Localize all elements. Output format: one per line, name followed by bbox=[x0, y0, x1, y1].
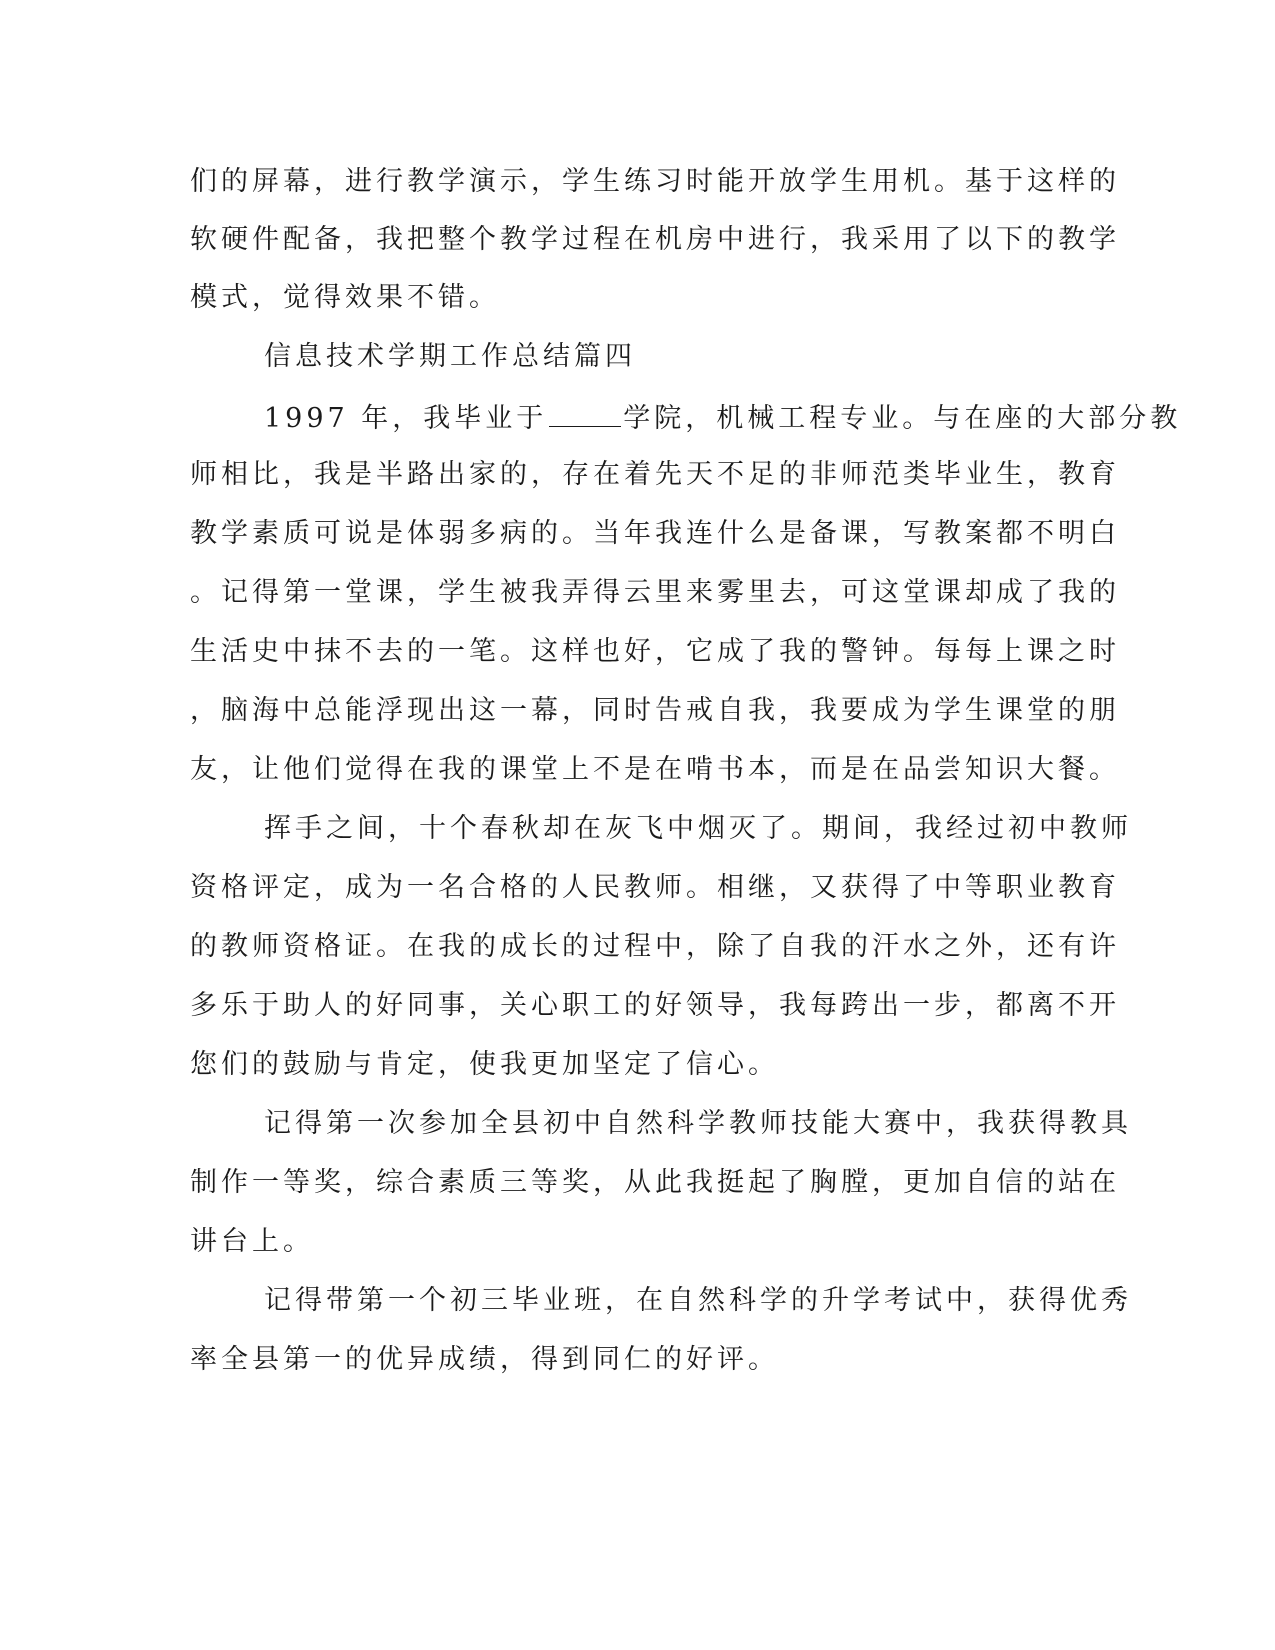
paragraph-line: 生活史中抹不去的一笔。这样也好，它成了我的警钟。每每上课之时 bbox=[190, 636, 1120, 667]
paragraph-line: 记得第一次参加全县初中自然科学教师技能大赛中，我获得教具 bbox=[264, 1108, 1132, 1139]
paragraph-line: 讲台上。 bbox=[190, 1226, 314, 1257]
text-before-blank: 1997 年，我毕业于 bbox=[264, 403, 548, 434]
paragraph-line: 挥手之间，十个春秋却在灰飞中烟灭了。期间，我经过初中教师 bbox=[264, 813, 1132, 844]
fill-in-blank bbox=[549, 400, 621, 427]
paragraph-line: 您们的鼓励与肯定，使我更加坚定了信心。 bbox=[190, 1049, 779, 1080]
paragraph-line: 师相比，我是半路出家的，存在着先天不足的非师范类毕业生，教育 bbox=[190, 459, 1120, 490]
paragraph-line: ，脑海中总能浮现出这一幕，同时告戒自我，我要成为学生课堂的朋 bbox=[190, 695, 1120, 726]
paragraph-line: 多乐于助人的好同事，关心职工的好领导，我每跨出一步，都离不开 bbox=[190, 990, 1120, 1021]
paragraph-line: 制作一等奖，综合素质三等奖，从此我挺起了胸膛，更加自信的站在 bbox=[190, 1167, 1120, 1198]
paragraph-line: 教学素质可说是体弱多病的。当年我连什么是备课，写教案都不明白 bbox=[190, 518, 1120, 549]
paragraph-line: 记得带第一个初三毕业班，在自然科学的升学考试中，获得优秀 bbox=[264, 1285, 1132, 1316]
text-after-blank: 学院，机械工程专业。与在座的大部分教 bbox=[623, 403, 1182, 434]
paragraph-first-line bbox=[264, 400, 1181, 435]
paragraph-line: 模式，觉得效果不错。 bbox=[190, 282, 500, 313]
paragraph-line: 们的屏幕，进行教学演示，学生练习时能开放学生用机。基于这样的 bbox=[190, 166, 1120, 197]
paragraph-line: 。记得第一堂课，学生被我弄得云里来雾里去，可这堂课却成了我的 bbox=[190, 577, 1120, 608]
section-heading: 信息技术学期工作总结篇四 bbox=[264, 341, 636, 372]
paragraph-line: 率全县第一的优异成绩，得到同仁的好评。 bbox=[190, 1344, 779, 1375]
paragraph-line: 的教师资格证。在我的成长的过程中，除了自我的汗水之外，还有许 bbox=[190, 931, 1120, 962]
paragraph-line: 友，让他们觉得在我的课堂上不是在啃书本，而是在品尝知识大餐。 bbox=[190, 754, 1120, 785]
paragraph-line: 资格评定，成为一名合格的人民教师。相继，又获得了中等职业教育 bbox=[190, 872, 1120, 903]
paragraph-line: 软硬件配备，我把整个教学过程在机房中进行，我采用了以下的教学 bbox=[190, 224, 1120, 255]
